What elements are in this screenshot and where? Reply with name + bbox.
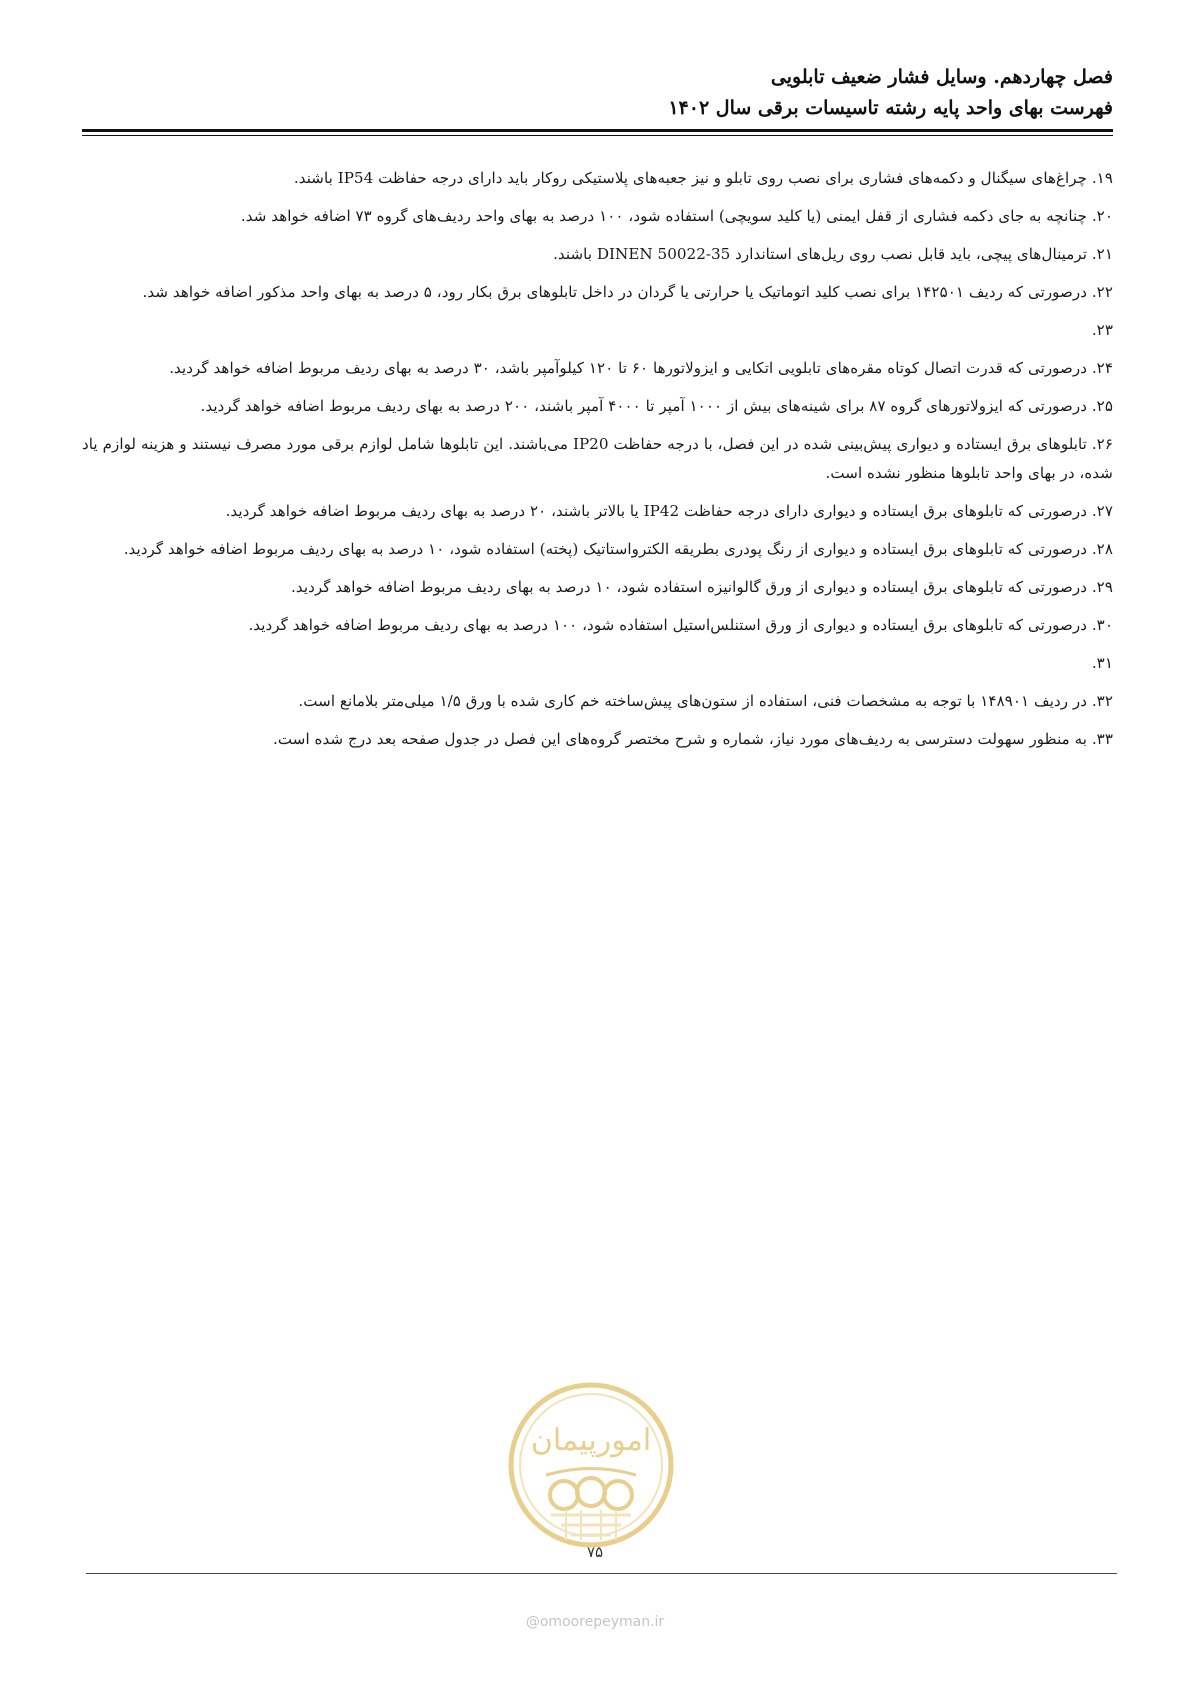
header-rule-thin: [82, 135, 1113, 136]
note-30: ۳۰. درصورتی که تابلوهای برق ایستاده و دیواری از ورق استنلس‌استیل استفاده شود، ۱۰۰ درصد به بهای ردیف مربوط اضافه خواهد گردید.: [248, 616, 1113, 634]
note-22: ۲۲. درصورتی که ردیف ۱۴۲۵۰۱ برای نصب کلید اتوماتیک یا حرارتی یا گردان در داخل تابلوهای برق بکار رود، ۵ درصد به بهای واحد مذکور اضافه خواهد شد.: [142, 283, 1113, 301]
chapter-title: فصل چهاردهم. وسایل فشار ضعیف تابلویی: [770, 66, 1113, 88]
document-title: فهرست بهای واحد پایه رشته تاسیسات برقی سال ۱۴۰۲: [668, 97, 1113, 119]
note-23: ۲۳.: [1091, 321, 1113, 339]
notes-list: [82, 164, 1113, 763]
page-header: [82, 62, 1113, 124]
note-24: ۲۴. درصورتی که قدرت اتصال کوتاه مقره‌های تابلویی اتکایی و ایزولاتورها ۶۰ تا ۱۲۰ کیلوآمپر باشد، ۳۰ درصد به بهای ردیف مربوط اضافه خواهد گردید.: [169, 359, 1113, 377]
seal-lettering: امورپیمان: [530, 1423, 652, 1458]
note-19: ۱۹. چراغ‌های سیگنال و دکمه‌های فشاری برای نصب روی تابلو و نیز جعبه‌های پلاستیکی روکار باید دارای درجه حفاظت IP54 باشند.: [293, 169, 1113, 187]
note-20: ۲۰. چنانچه به جای دکمه فشاری از قفل ایمنی (یا کلید سویچی) استفاده شود، ۱۰۰ درصد به بهای واحد ردیف‌های گروه ۷۳ اضافه خواهد شد.: [240, 207, 1113, 225]
footer-rule: [86, 1573, 1117, 1574]
note-25: ۲۵. درصورتی که ایزولاتورهای گروه ۸۷ برای شینه‌های بیش از ۱۰۰۰ آمپر تا ۴۰۰۰ آمپر باشند، ۲۰۰ درصد به بهای ردیف مربوط اضافه خواهد گردید.: [200, 397, 1113, 415]
note-33: ۳۳. به منظور سهولت دسترسی به ردیف‌های مورد نیاز، شماره و شرح مختصر گروه‌های این فصل در جدول صفحه بعد درج شده است.: [273, 730, 1113, 748]
note-27: ۲۷. درصورتی که تابلوهای برق ایستاده و دیواری دارای درجه حفاظت IP42 یا بالاتر باشند، ۲۰ درصد به بهای ردیف مربوط اضافه خواهد گردید.: [225, 502, 1113, 520]
note-21: ۲۱. ترمینال‌های پیچی، باید قابل نصب روی ریل‌های استاندارد DINEN 50022-35 باشند.: [553, 245, 1113, 263]
page-number: ۷۵: [586, 1543, 604, 1561]
watermark-seal-icon: [506, 1380, 676, 1550]
note-28: ۲۸. درصورتی که تابلوهای برق ایستاده و دیواری از رنگ پودری بطریقه الکترواستاتیک (پخته) استفاده شود، ۱۰ درصد به بهای ردیف مربوط اضافه خواهد گردید.: [123, 540, 1113, 558]
note-32: ۳۲. در ردیف ۱۴۸۹۰۱ با توجه به مشخصات فنی، استفاده از ستون‌های پیش‌ساخته خم کاری شده با ورق ۱/۵ میلی‌متر بلامانع است.: [298, 692, 1113, 710]
note-26: ۲۶. تابلوهای برق ایستاده و دیواری پیش‌بینی شده در این فصل، با درجه حفاظت IP20 می‌باشند. این تابلوها شامل لوازم برقی مورد مصرف نیستند و هزینه لوازم یاد شده، در بهای واحد تابلوها منظور نشده است.: [82, 435, 1113, 482]
watermark-url: @omoorepeyman.ir: [525, 1614, 665, 1630]
note-31: ۳۱.: [1091, 654, 1113, 672]
note-29: ۲۹. درصورتی که تابلوهای برق ایستاده و دیواری از ورق گالوانیزه استفاده شود، ۱۰ درصد به بهای ردیف مربوط اضافه خواهد گردید.: [291, 578, 1113, 596]
header-rule-thick: [82, 129, 1113, 132]
